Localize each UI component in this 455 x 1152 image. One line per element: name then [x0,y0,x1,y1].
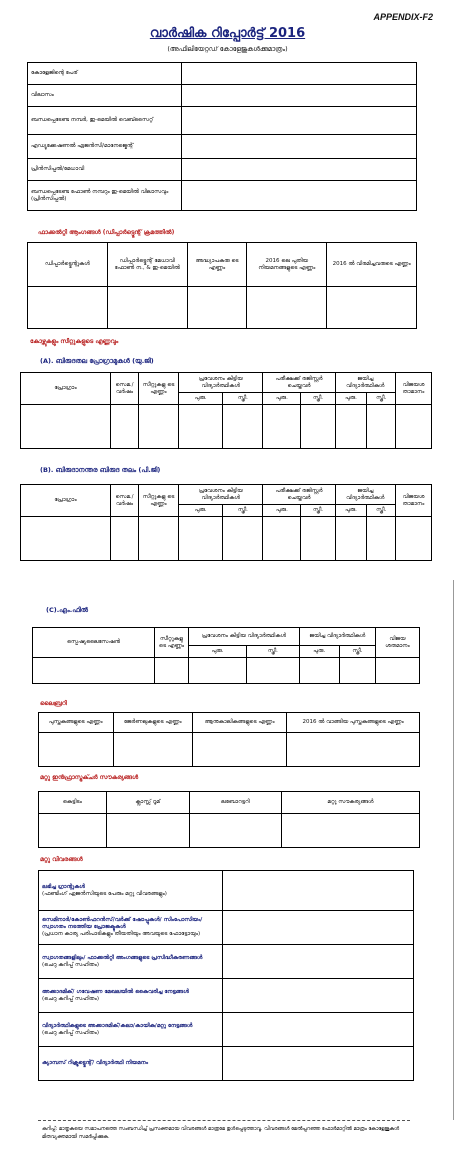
mphil-cell[interactable] [155,658,189,684]
pg-cell[interactable] [396,517,432,561]
other-cell[interactable] [223,945,414,979]
infra-cell[interactable] [281,814,419,848]
ug-cell[interactable] [139,405,179,449]
other-cell[interactable] [223,979,414,1013]
ug-cell[interactable] [179,405,223,449]
mphil-label: (C).എം.ഫിൽ [46,606,89,614]
infra-table [38,791,420,848]
infra-header: ക്ലാസ്സ് റൂമ് [106,792,189,814]
ug-cell[interactable] [21,405,111,449]
library-cell[interactable] [39,733,114,767]
infra-cell[interactable] [106,814,189,848]
footnote: കുറിപ്പ്: മാതൃകയെ സമാപനത്തെ സംബന്ധിച്ച് പ്രസക്തമായ വിവരങ്ങൾ മാത്രമേ ഉൾപ്പെടുത്താവൂ. വിവരങ്ങൾ മേൽപ്പറഞ്ഞ ഫോർമാറ്റിൽ മാത്രം കോളേജുകൾ മിതവ്യക്തമായി സമർപ്പിക്കുക. [42,1126,400,1140]
col-appeared: പരീക്ഷക്ക് രജിസ്റ്റർ ചെയ്തവർ [263,373,335,393]
faculty-cell[interactable] [327,287,417,329]
pg-cell[interactable] [367,517,396,561]
col-female: സ്ത്രീ. [223,505,263,517]
info-value-cell[interactable] [182,107,417,135]
college-info-table [27,62,417,211]
faculty-cell[interactable] [28,287,108,329]
mphil-cell[interactable] [339,658,375,684]
pg-cell[interactable] [301,517,335,561]
infra-cell[interactable] [189,814,281,848]
col-male: പുരു. [299,646,339,658]
courses-heading: കോഴ്സുകളും സീറ്റുകളുടെ എണ്ണവും [30,338,119,345]
mphil-cell[interactable] [247,658,299,684]
other-cell[interactable] [223,871,414,911]
col-male: പുരു. [263,505,301,517]
col-passed: ജയിച്ച വിദ്യാർത്ഥികൾ [299,628,375,646]
other-detail: (പ്രധാന കാര്യ പരിപാടികളും തീയതിയും അവയുടെ ഫോട്ടോയും) [42,930,201,937]
pg-cell[interactable] [223,517,263,561]
ug-table [20,372,432,449]
info-value-cell[interactable] [182,181,417,211]
page-edge-line [453,580,454,1120]
mphil-cell[interactable] [376,658,420,684]
faculty-header: ഡിപ്പാർട്ട്മെന്റ് മേധാവി ഫോൺ ന., & ഇ-മെയിൽ [107,243,187,287]
faculty-header: അദ്ധ്യാപകരു ടെ എണ്ണം [187,243,247,287]
col-female: സ്ത്രീ. [247,646,299,658]
mphil-cell[interactable] [189,658,247,684]
infra-header: ലബോറട്ടറി [189,792,281,814]
appendix-label: APPENDIX-F2 [373,12,433,22]
col-seats: സീറ്റുകളു ടെ എണ്ണം [155,628,189,658]
faculty-heading: ഫാക്കൽറ്റി ആംഗങ്ങൾ (ഡിപ്പാർട്ട്മെന്റ് ക്രമത്തിൽ) [38,229,175,236]
faculty-header: 2016 ലെ പുതിയ നിയമനങ്ങളുടെ എണ്ണം [247,243,327,287]
infra-header: മറ്റു സൗകര്യങ്ങൾ [281,792,419,814]
report-title: വാർഷിക റിപ്പോർട്ട് 2016 [149,26,306,41]
ug-cell[interactable] [263,405,301,449]
col-pass-pct: വിജയശ താമാനം [396,485,432,517]
col-female: സ്ത്രീ. [301,505,335,517]
faculty-table [27,242,417,329]
other-detail: (ചെറു കുറിപ്പ് സഹിതം) [42,961,99,968]
pg-label: (B). ബിരുദാനന്തര ബിരുദ തലം (പി.ജി) [40,466,161,474]
library-header: ആനുകാലികങ്ങളുടെ എണ്ണം [192,713,286,733]
col-male: പുരു. [335,393,367,405]
library-header: 2016 ൽ വാങ്ങിയ പുസ്തകങ്ങളുടെ എണ്ണം [287,713,420,733]
col-pass-pct: വിജയശ താമാനം [396,373,432,405]
info-label-address: വിലാസം [28,85,182,107]
library-header: പുസ്തകങ്ങളുടെ എണ്ണം [39,713,114,733]
mphil-cell[interactable] [33,658,155,684]
library-cell[interactable] [192,733,286,767]
info-value-cell[interactable] [182,159,417,181]
library-header: ജേർണലുകളുടെ എണ്ണം [113,713,192,733]
col-admitted: പ്രവേശനം കിട്ടിയ വിദ്യാർത്ഥികൾ [189,628,300,646]
library-cell[interactable] [287,733,420,767]
ug-cell[interactable] [301,405,335,449]
col-female: സ്ത്രീ. [223,393,263,405]
other-title: വിദ്യാർത്ഥികളുടെ അക്കാദമിക്/കലാ/കായിക/മറ്റു നേട്ടങ്ങൾ [42,1022,193,1029]
mphil-table [32,627,420,684]
col-male: പുരു. [189,646,247,658]
other-cell[interactable] [223,911,414,945]
faculty-cell[interactable] [107,287,187,329]
info-label-name: കോളേജിന്റെ പേര് [28,63,182,85]
info-label-agency: എഡ്യുക്കേഷണൽ ഏജൻസി/മാനേജ്മെന്റ് [28,135,182,159]
other-detail: (ഫണ്ടിംഗ് ഏജൻസിയുടെ പേരും മറ്റു വിവരങ്ങളും) [42,890,167,897]
infra-header: കെട്ടിടം [39,792,107,814]
col-program: പ്രോഗ്രാം [21,373,111,405]
info-value-cell[interactable] [182,135,417,159]
col-female: സ്ത്രീ. [301,393,335,405]
pg-cell[interactable] [263,517,301,561]
footnote-divider [38,1120,410,1121]
pg-cell[interactable] [335,517,367,561]
col-passed: ജയിച്ച വിദ്യാർത്ഥികൾ [335,373,395,393]
other-title: സ്വാഗതങ്ങളിലും/ ഫാക്കൽറ്റി അംഗങ്ങളുടെ പ്രസിദ്ധീകരണങ്ങൾ [42,954,203,961]
infra-heading: മറ്റു ഇൻഫ്രാസ്ട്രക്ചർ സൗകര്യങ്ങൾ [40,774,139,781]
other-heading: മറ്റു വിവരങ്ങൾ [40,856,83,863]
col-sem: സെമ./ വർഷം [111,373,139,405]
info-value-cell[interactable] [182,63,417,85]
infra-cell[interactable] [39,814,107,848]
col-female: സ്ത്രീ. [367,393,396,405]
pg-table [20,484,432,561]
col-male: പുരു. [179,505,223,517]
faculty-header: 2016 ൽ വിരമിച്ചവരുടെ എണ്ണം [327,243,417,287]
info-label-principal-contact: ബന്ധപ്പെടേണ്ട ഫോൺ നമ്പറും ഇ-മെയിൽ വിലാസവും (പ്രിൻസിപ്പൽ) [28,181,182,211]
col-female: സ്ത്രീ. [367,505,396,517]
col-program: പ്രോഗ്രാം [21,485,111,517]
col-male: പുരു. [335,505,367,517]
report-subtitle: (അഫിലിയേറ്റഡ് കോളേജുകൾക്കുമാത്രം) [167,45,288,53]
other-detail: (ചെറു കുറിപ്പ് സഹിതം) [42,995,99,1002]
other-detail: (ചെറു കുറിപ്പ് സഹിതം) [42,1029,99,1036]
ug-cell[interactable] [223,405,263,449]
ug-cell[interactable] [111,405,139,449]
other-title: സെമിനാർ/കോൺഫറൻസ്/വർക്ക് ഷോപ്പുകൾ/ സിംപോസിയം/സ്വാഗതം നടത്തിയ പ്രോജക്ടുകൾ [42,917,203,931]
col-male: പുരു. [263,393,301,405]
col-male: പുരു. [179,393,223,405]
info-value-cell[interactable] [182,85,417,107]
col-sem: സെമ./ വർഷം [111,485,139,517]
ug-cell[interactable] [335,405,367,449]
ug-cell[interactable] [396,405,432,449]
col-admitted: പ്രവേശനം കിട്ടിയ വിദ്യാർത്ഥികൾ [179,373,263,393]
col-appeared: പരീക്ഷക്ക് രജിസ്റ്റർ ചെയ്തവർ [263,485,335,505]
ug-cell[interactable] [367,405,396,449]
pg-cell[interactable] [111,517,139,561]
col-admitted: പ്രവേശനം കിട്ടിയ വിദ്യാർത്ഥികൾ [179,485,263,505]
other-cell[interactable] [223,1047,414,1081]
library-table [38,712,420,767]
faculty-cell[interactable] [187,287,247,329]
info-label-contact: ബന്ധപ്പെടേണ്ട നമ്പർ, ഇ-മെയിൽ വെബ്സൈറ്റ് [28,107,182,135]
mphil-cell[interactable] [299,658,339,684]
other-table [38,870,414,1081]
library-heading: ലൈബ്രറി [40,700,67,707]
other-cell[interactable] [223,1013,414,1047]
pg-cell[interactable] [139,517,179,561]
other-title: അക്കാദമിക്/ ഗവേഷണ മേഖലയിൽ കൈവരിച്ച നേട്ടങ്ങൾ [42,988,189,995]
faculty-cell[interactable] [247,287,327,329]
col-specialization: സ്പെഷ്യലൈസേഷൻ [33,628,155,658]
other-title: ക്യാമ്പസ് റിക്രൂട്ട്മെന്റ്/ വിദ്യാർത്ഥി നിയമനം [42,1060,149,1067]
col-female: സ്ത്രീ. [339,646,375,658]
pg-cell[interactable] [21,517,111,561]
other-title: ലഭിച്ച ഗ്രാന്റുകൾ [42,883,85,890]
col-pass-pct: വിജയ ശതമാനം [376,628,420,658]
info-label-principal: പ്രിൻസിപ്പൽ/മേധാവി [28,159,182,181]
pg-cell[interactable] [179,517,223,561]
faculty-header: ഡിപ്പാർട്ട്മെന്റുകൾ [28,243,108,287]
ug-label: (A). ബിരുദതല പ്രോഗ്രാമുകൾ (യു.ജി) [40,357,154,365]
col-seats: സീറ്റുകളു ടെ എണ്ണം [139,485,179,517]
col-seats: സീറ്റുകളു ടെ എണ്ണം [139,373,179,405]
library-cell[interactable] [113,733,192,767]
col-passed: ജയിച്ച വിദ്യാർത്ഥികൾ [335,485,395,505]
